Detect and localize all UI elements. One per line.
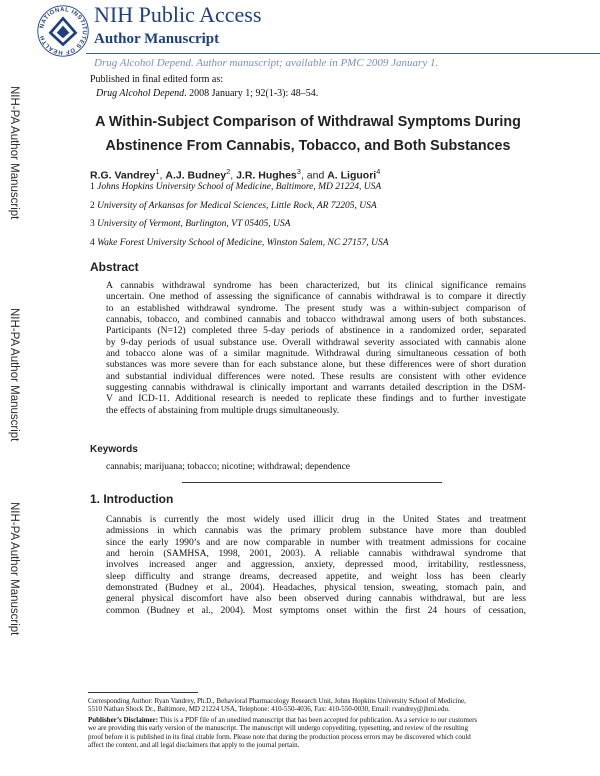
author-affiliation-number: 2 [226,167,231,176]
svg-text:NATIONAL INSTITUTES OF HEALTH: NATIONAL INSTITUTES OF HEALTH [39,7,87,55]
affiliation-text: University of Arkansas for Medical Sciences, Little Rock, AR 72205, USA [97,201,377,211]
abstract-line: and substantial individual differences were noted. These results are consistent with other evidence [106,370,526,382]
abstract-line: A cannabis withdrawal syndrome has been characterized, but its clinical significance remains [106,280,526,291]
abstract-body [106,280,526,416]
abstract-line: V and ICD-11. Additional research is needed to replicate these findings and to further investigate [106,393,526,405]
author-affiliation-number: 1 [155,167,160,176]
citation [96,88,318,99]
introduction-line: involves increased anger and aggression, anxiety, depressed mood, irritability, restlessness, [106,559,526,571]
introduction-line: since the early 1990’s and are now comparable in number with treatment admissions for cocaine [106,536,526,548]
author-separator: , [159,169,166,182]
side-label-top: NIH-PA Author Manuscript [8,86,20,220]
affiliation-number: 2 [90,201,95,211]
footnote-divider [88,692,198,693]
article-title-line-1: A Within-Subject Comparison of Withdrawal Symptoms During [95,114,521,130]
introduction-line: general physical discomfort have also been observed during cannabis withdrawal, but are less [106,593,526,605]
author-manuscript-label: Author Manuscript [94,31,220,47]
disclaimer-label: Publisher’s Disclaimer: [88,716,159,724]
published-label: Published in final edited form as: [90,74,224,85]
author-name: R.G. Vandrey [90,169,156,182]
author-name: A. Liguori [327,169,377,182]
side-label-middle: NIH-PA Author Manuscript [8,308,20,442]
introduction-body [106,514,526,616]
affiliation-text: Wake Forest University School of Medicine, Winston Salem, NC 27157, USA [97,238,389,248]
abstract-line: and tobacco alone was of a similar magnitude. Withdrawal during simultaneous cessation of both [106,348,526,360]
author-name: A.J. Budney [165,169,227,182]
citation-journal: Drug Alcohol Depend [96,88,185,99]
abstract-line: the effects of abstaining from multiple drugs simultaneously. [106,404,340,416]
author-affiliation-number: 3 [296,167,301,176]
journal-availability-line: Drug Alcohol Depend. Author manuscript; available in PMC 2009 January 1. [94,57,439,69]
keywords-divider [182,482,442,483]
keywords-heading: Keywords [90,444,138,455]
disclaimer-line [88,716,520,724]
affiliation [90,182,381,192]
abstract-line: suggesting cannabis withdrawal is clinically important and warrants detailed description in the DSM- [106,382,526,394]
keywords-list: cannabis; marijuana; tobacco; nicotine; withdrawal; dependence [106,462,350,472]
side-label-bottom: NIH-PA Author Manuscript [8,502,20,636]
correspondence-line: Corresponding Author: Ryan Vandrey, Ph.D., Behavioral Pharmacology Research Unit, Johns Hopkins University School of Medicine, [88,697,466,705]
abstract-line: by 9-day periods of usual substance use. Overall withdrawal severity associated with cannabis alone [106,336,526,348]
citation-details: . 2008 January 1; 92(1-3): 48–54. [184,88,319,99]
nih-public-access-title: NIH Public Access [94,2,262,27]
nih-seal-logo [36,4,90,58]
affiliation [90,201,377,211]
introduction-line: and heroin (SAMHSA, 1998, 2001, 2003). A reliable cannabis withdrawal syndrome that [106,548,526,560]
introduction-line: Cannabis is currently the most widely used illicit drug in the United States and treatment [106,514,526,525]
disclaimer-text: This is a PDF file of an unedited manuscript that has been accepted for publication. As a service to our customers [158,716,478,724]
affiliation-number: 4 [90,238,95,248]
abstract-line: cannabis, tobacco, and combined cannabis and tobacco withdrawal among users of both substances. [106,314,526,326]
introduction-line: admissions in which cannabis was the primary problem substance have more than doubled [106,525,526,537]
disclaimer-line: we are providing this early version of the manuscript. The manuscript will undergo copyediting, typesetting, and review of the resulting [88,724,468,733]
introduction-line: sleep difficulty and strange dreams, decreased appetite, and weight loss has been clearly [106,570,526,582]
abstract-heading: Abstract [90,260,139,274]
author-affiliation-number: 4 [376,167,381,176]
author-list [90,167,380,182]
abstract-line: to an established withdrawal syndrome. The present study was a within-subject comparison of [106,302,526,314]
article-title-line-2: Abstinence From Cannabis, Tobacco, and Both Substances [105,138,511,154]
affiliation-text: Johns Hopkins University School of Medicine, Baltimore, MD 21224, USA [97,182,382,192]
author-separator: , and [300,169,328,182]
introduction-heading: 1. Introduction [90,492,174,506]
abstract-line: uncertain. One method of assessing the significance of cannabis withdrawal is to compare it directly [106,291,526,303]
author-name: J.R. Hughes [236,169,297,182]
publisher-disclaimer [88,716,520,750]
introduction-line: common (Budney et al., 2004). Most symptoms onset within the first 24 hours of cessation, [106,604,526,616]
affiliation-text: University of Vermont, Burlington, VT 05405, USA [97,219,291,229]
affiliation-number: 3 [90,219,95,229]
introduction-line: demonstrated (Budney et al., 2004). Headaches, physical tension, sweating, stomach pain, and [106,582,526,594]
author-separator: , [230,169,237,182]
affiliation-number: 1 [90,182,95,192]
correspondence-line: 5510 Nathan Shock Dr., Baltimore, MD 21224 USA, Telephone: 410-550-4036, Fax: 410-550-0030, Email: rvandrey@jhmi.edu. [88,705,450,714]
affiliation [90,238,389,248]
abstract-line: substances was more severe than for each substance alone, but these differences were of short duration [106,359,526,371]
header-divider [86,53,600,54]
disclaimer-line: affect the content, and all legal disclaimers that apply to the journal pertain. [88,741,300,750]
affiliation [90,219,290,229]
correspondence-note [88,697,520,714]
disclaimer-line: proof before it is published in its final citable form. Please note that during the production process errors may be discovered which could [88,732,471,741]
abstract-line: Participants (N=12) completed three 5-day periods of abstinence in a randomized order, separated [106,325,526,337]
